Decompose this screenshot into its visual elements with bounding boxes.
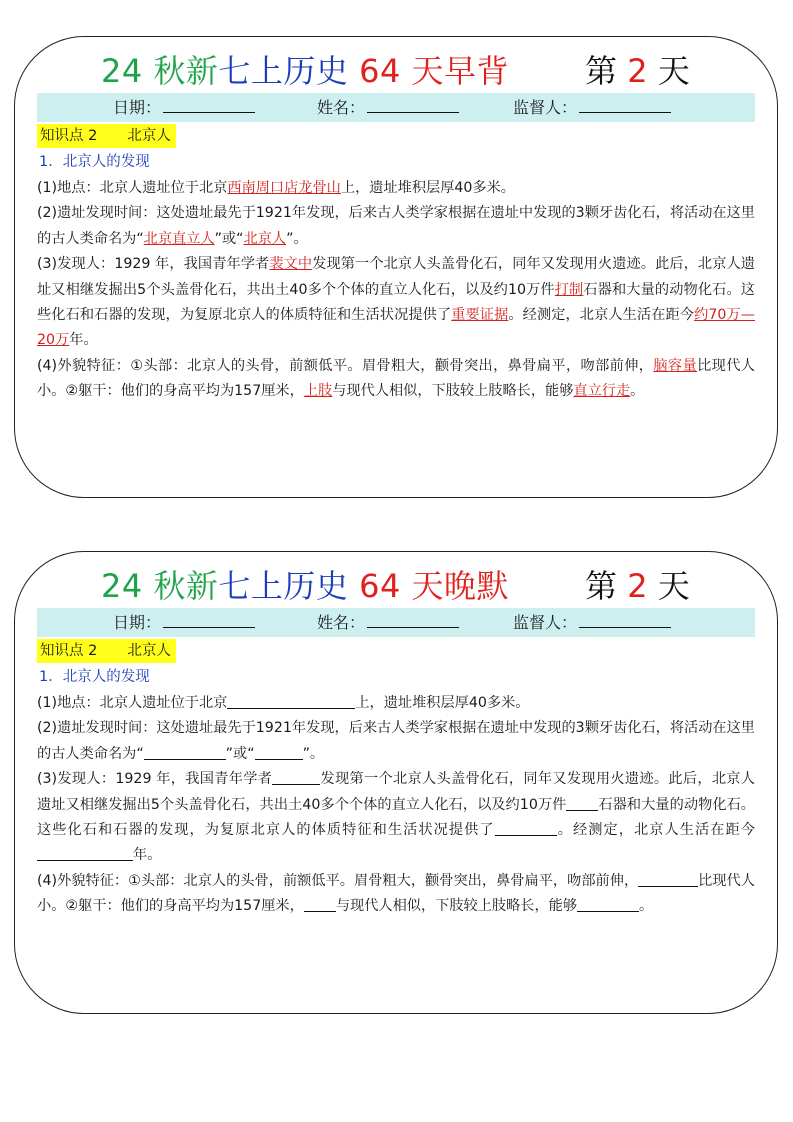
- answer-upright-walking: 直立行走: [573, 383, 631, 400]
- answer-upper-limbs: 上肢: [303, 383, 333, 400]
- name-field[interactable]: [317, 612, 459, 633]
- title-part-subject: 七上历史: [218, 567, 349, 605]
- paragraph-discoverer: [37, 767, 755, 869]
- text: 。: [630, 383, 645, 400]
- supervisor-blank[interactable]: [579, 97, 671, 113]
- supervisor-label: 监督人：: [513, 613, 578, 632]
- text: ”或“: [225, 745, 255, 762]
- text: 发现第一个北京人头盖骨化石，同年又发现用火遗迹。此后，北京人遗址又相继发掘出5个头盖骨化石，共出土40多个个体的直立人化石，以及约10万件: [37, 771, 755, 813]
- paragraph-discoverer: [37, 252, 755, 354]
- blank-scientific-name[interactable]: [144, 743, 226, 760]
- day-suffix: 天: [647, 52, 690, 90]
- supervisor-blank[interactable]: [579, 612, 671, 628]
- text: (1)地点：北京人遗址位于北京: [37, 695, 228, 711]
- text: ”。: [302, 745, 325, 762]
- text: 与现代人相似，下肢较上肢略长，能够: [332, 383, 574, 400]
- day-number: 2: [627, 567, 648, 605]
- blank-age[interactable]: [37, 844, 133, 861]
- knowledge-point-tag: [37, 639, 176, 663]
- text: 。: [639, 898, 654, 915]
- evening-dictation-card: [14, 551, 778, 1014]
- title-part-plan: 64 天早背: [359, 52, 509, 90]
- text: 上，遗址堆积层厚40多米。: [355, 695, 530, 711]
- text: 。经测定，北京人生活在距今: [556, 822, 755, 839]
- answer-location: 西南周口店龙骨山: [227, 180, 341, 196]
- date-blank[interactable]: [163, 97, 255, 113]
- date-label: 日期：: [113, 613, 162, 632]
- blank-common-name[interactable]: [255, 743, 303, 760]
- blank-location[interactable]: [227, 692, 355, 709]
- date-blank[interactable]: [163, 612, 255, 628]
- blank-upright-walking[interactable]: [577, 895, 639, 912]
- answer-brain-capacity: 脑容量: [653, 357, 698, 374]
- subheading: 1．北京人的发现: [39, 669, 150, 685]
- card-title: [101, 49, 509, 93]
- blank-upper-limbs[interactable]: [304, 895, 336, 912]
- text: 石器和大量的动物化石。这些化石和石器的发现，为复原北京人的体质特征和生活状况提供了: [37, 281, 755, 324]
- title-part-plan: 64 天晚默: [359, 567, 509, 605]
- answer-common-name: 北京人: [243, 230, 287, 247]
- text: ”。: [286, 230, 308, 247]
- knowledge-point-label: 知识点 2: [40, 643, 98, 659]
- name-blank[interactable]: [367, 97, 459, 113]
- name-blank[interactable]: [367, 612, 459, 628]
- answer-evidence: 重要证据: [451, 307, 509, 324]
- day-suffix: 天: [647, 567, 690, 605]
- text: ”或“: [214, 230, 244, 247]
- text: 年。: [133, 847, 162, 864]
- blank-evidence[interactable]: [495, 819, 557, 836]
- day-number: 2: [627, 52, 648, 90]
- text: (4)外貌特征：①头部：北京人的头骨，前额低平。眉骨粗大，颧骨突出，鼻骨扁平，吻部前伸，: [37, 872, 639, 889]
- title-part-term: 24 秋新: [101, 567, 219, 605]
- name-label: 姓名：: [317, 613, 366, 632]
- card-content: [37, 691, 755, 920]
- text: 。经测定，北京人生活在距今: [508, 307, 695, 324]
- blank-tool-type[interactable]: [566, 794, 598, 811]
- answer-scientific-name: 北京直立人: [143, 230, 215, 247]
- answer-discoverer: 裴文中: [269, 256, 313, 273]
- answer-age: 约70万—20万: [37, 307, 755, 349]
- paragraph-discovery-time: [37, 201, 755, 252]
- card-content: [37, 176, 755, 405]
- knowledge-point-topic: 北京人: [127, 643, 171, 659]
- date-label: 日期：: [113, 98, 162, 117]
- paragraph-discovery-time: [37, 716, 755, 767]
- morning-recitation-card: [14, 36, 778, 498]
- text: 与现代人相似，下肢较上肢略长，能够: [335, 898, 578, 915]
- blank-brain-capacity[interactable]: [638, 870, 698, 887]
- date-field[interactable]: [113, 612, 255, 633]
- title-part-term: 24 秋新: [101, 52, 219, 90]
- text: 年。: [69, 332, 98, 349]
- text: (3)发现人：1929 年，我国青年学者: [37, 256, 270, 273]
- supervisor-label: 监督人：: [513, 98, 578, 117]
- card-title-row: [15, 560, 777, 612]
- day-counter: [585, 564, 690, 608]
- text: 上，遗址堆积层厚40多米。: [340, 180, 515, 196]
- knowledge-point-label: 知识点 2: [40, 128, 98, 144]
- supervisor-field[interactable]: [513, 612, 671, 633]
- date-field[interactable]: [113, 97, 255, 118]
- day-prefix: 第: [585, 52, 628, 90]
- paragraph-location: [37, 176, 755, 201]
- day-prefix: 第: [585, 567, 628, 605]
- blank-discoverer[interactable]: [272, 768, 320, 785]
- text: (2)遗址发现时间：这处遗址最先于1921年发现，后来古人类学家根据在遗址中发现的3颗牙齿化石，将活动在这里的古人类命名为“: [37, 720, 755, 762]
- text: 比现代人小。②躯干：他们的身高平均为157厘米，: [37, 357, 755, 400]
- knowledge-point-topic: 北京人: [127, 128, 171, 144]
- text: (4)外貌特征：①头部：北京人的头骨，前额低平。眉骨粗大，颧骨突出，鼻骨扁平，吻部前伸，: [37, 357, 654, 374]
- text: 石器和大量的动物化石。这些化石和石器的发现，为复原北京人的体质特征和生活状况提供了: [37, 796, 755, 839]
- text: 比现代人小。②躯干：他们的身高平均为157厘米，: [37, 872, 755, 915]
- text: 发现第一个北京人头盖骨化石，同年又发现用火遗迹。此后，北京人遗址又相继发掘出5个头盖骨化石，共出土40多个个体的直立人化石，以及约10万件: [37, 256, 755, 298]
- knowledge-point-tag: [37, 124, 176, 148]
- supervisor-field[interactable]: [513, 97, 671, 118]
- card-title-row: [15, 45, 777, 97]
- paragraph-location: [37, 691, 755, 716]
- info-bar: [37, 93, 755, 122]
- name-label: 姓名：: [317, 98, 366, 117]
- text: (3)发现人：1929 年，我国青年学者: [37, 771, 273, 788]
- text: (1)地点：北京人遗址位于北京: [37, 180, 228, 196]
- name-field[interactable]: [317, 97, 459, 118]
- paragraph-appearance: [37, 869, 755, 920]
- day-counter: [585, 49, 690, 93]
- title-part-subject: 七上历史: [218, 52, 349, 90]
- answer-tool-type: 打制: [554, 281, 584, 298]
- paragraph-appearance: [37, 354, 755, 405]
- text: (2)遗址发现时间：这处遗址最先于1921年发现，后来古人类学家根据在遗址中发现的3颗牙齿化石，将活动在这里的古人类命名为“: [37, 205, 755, 247]
- card-title: [101, 564, 509, 608]
- info-bar: [37, 608, 755, 637]
- subheading: 1．北京人的发现: [39, 154, 150, 170]
